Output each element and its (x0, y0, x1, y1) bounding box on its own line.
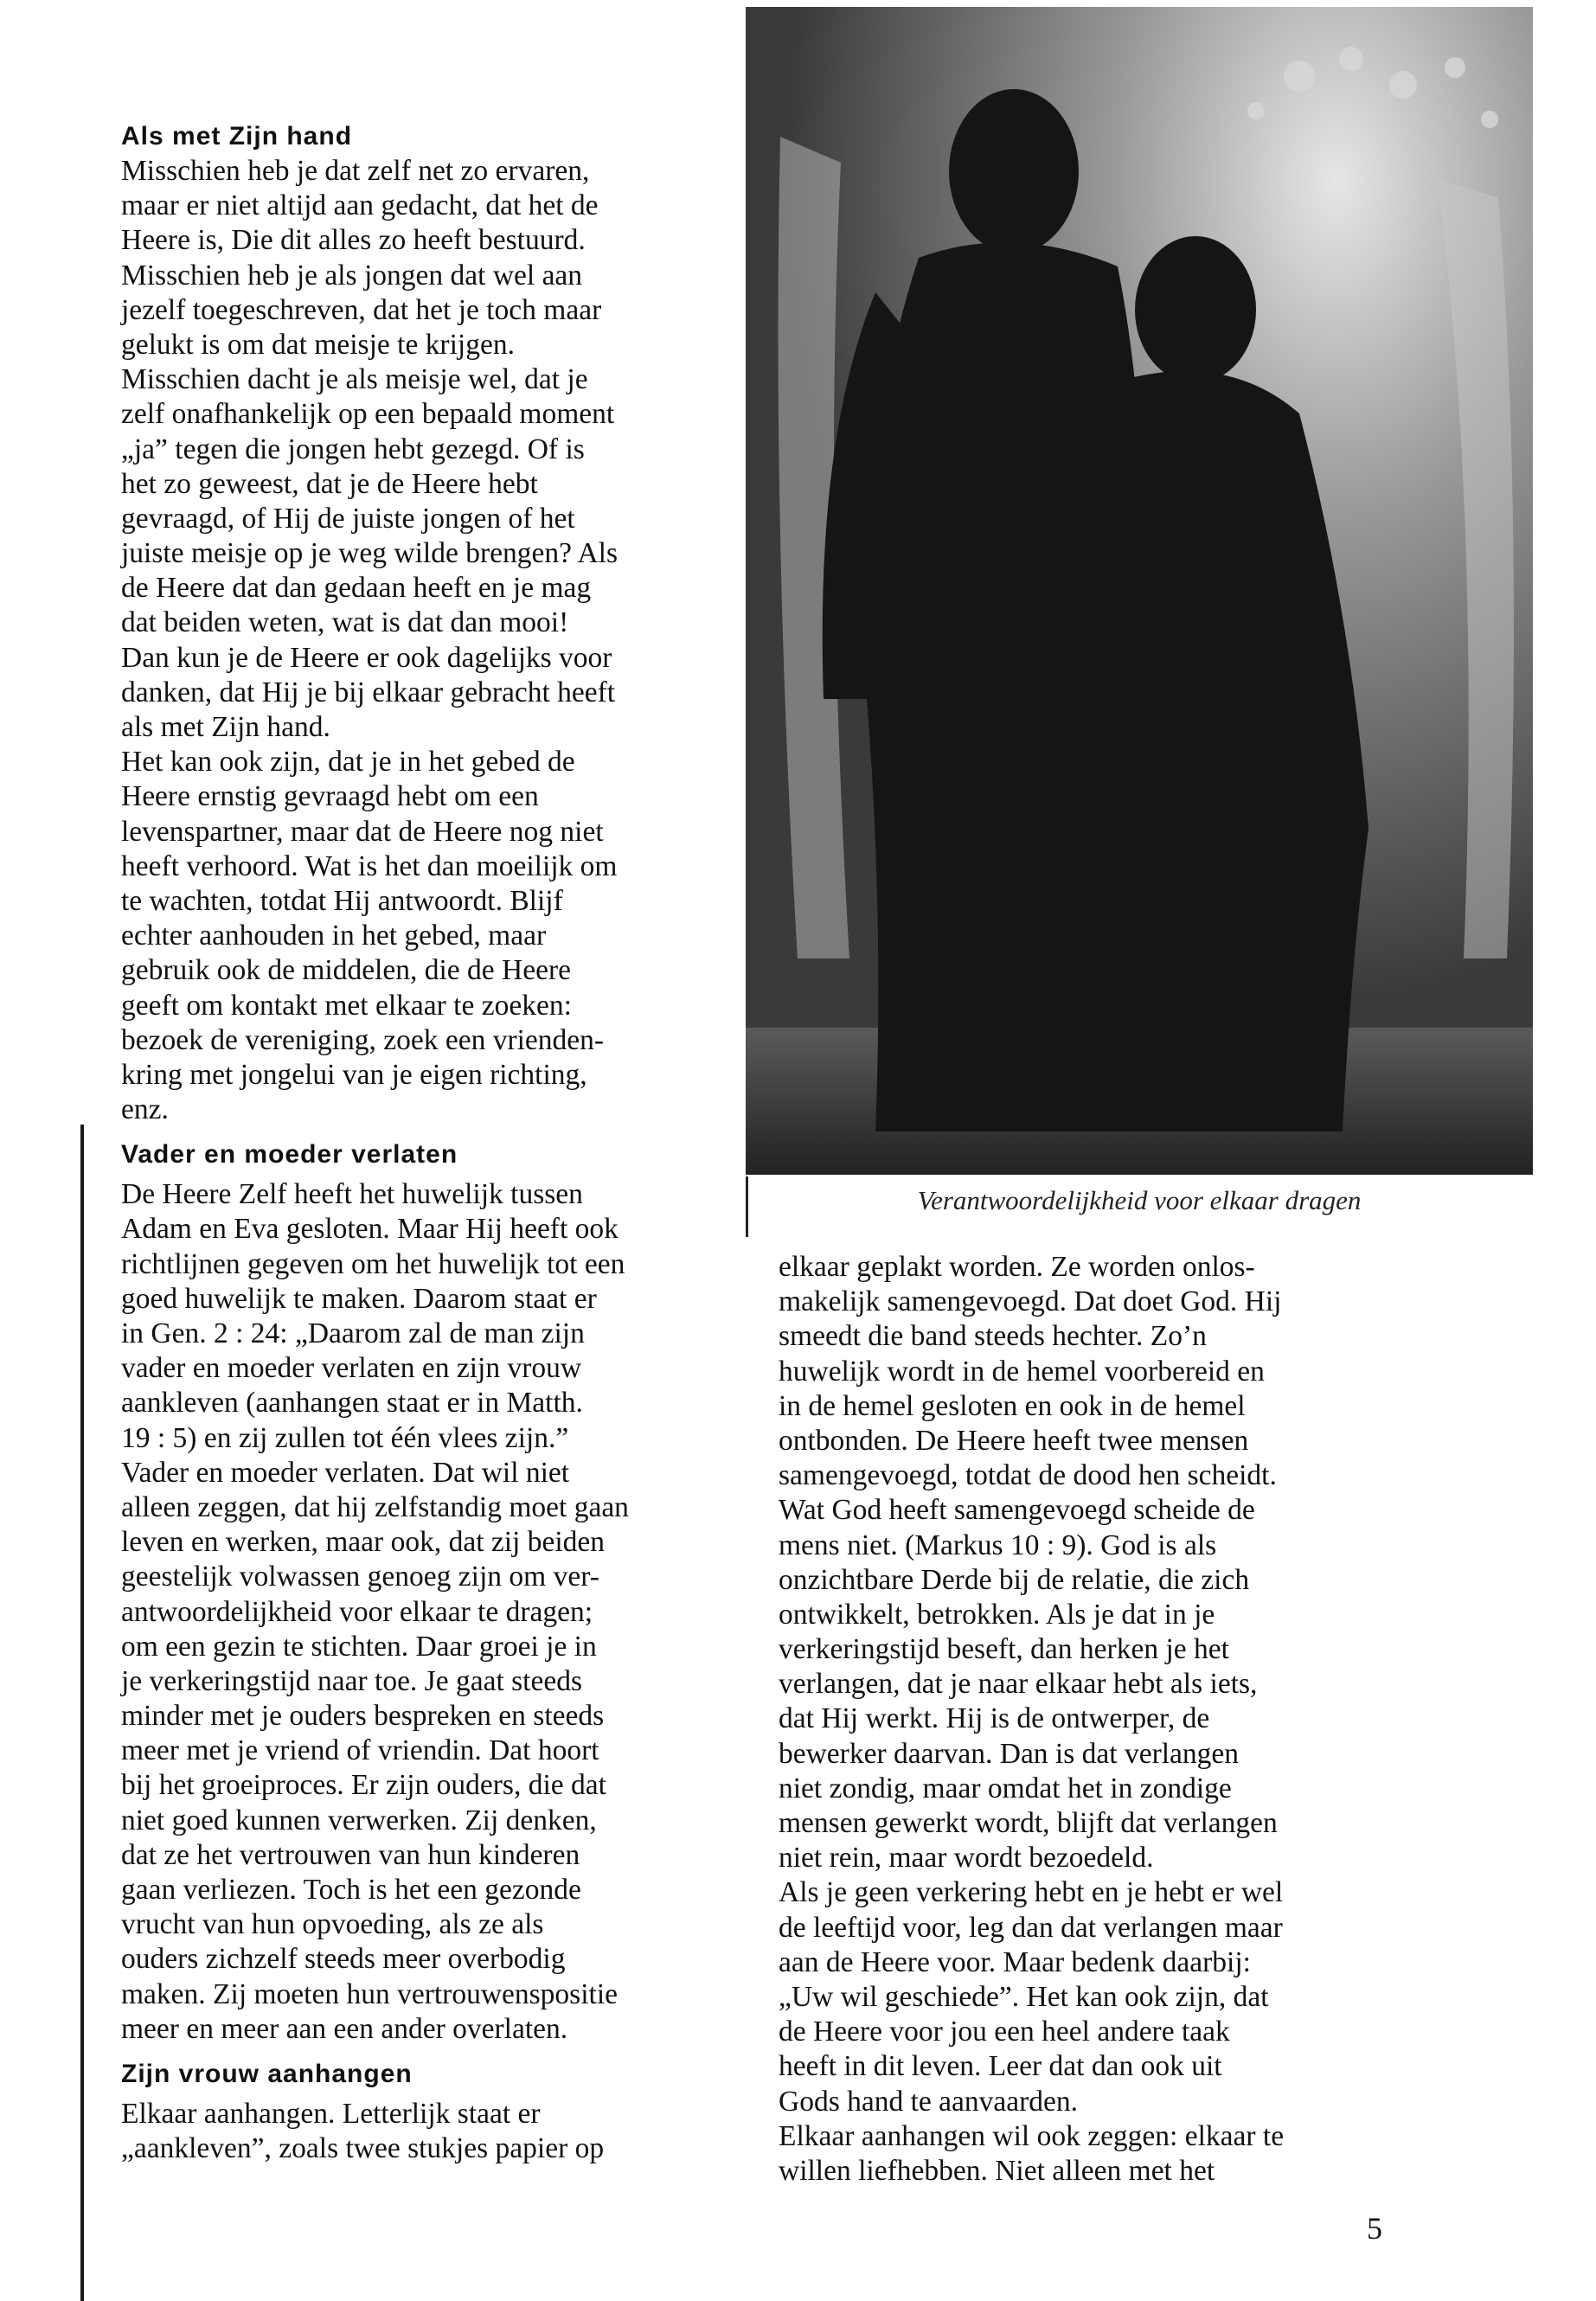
text-line: Wat God heeft samengevoegd scheide de (779, 1494, 1255, 1527)
page-number: 5 (1367, 2211, 1382, 2246)
left-column (121, 119, 753, 2166)
text-line: verkeringstijd beseft, dan herken je het (779, 1633, 1229, 1666)
text-line: smeedt die band steeds hechter. Zo’n (779, 1320, 1207, 1353)
text-line: verlangen, dat je naar elkaar hebt als iets, (779, 1668, 1258, 1701)
text-line: Het kan ook zijn, dat je in het gebed de (121, 746, 575, 779)
photo-caption: Verantwoordelijkheid voor elkaar dragen (917, 1185, 1362, 1215)
text-line: samengevoegd, totdat de dood hen scheidt. (779, 1459, 1277, 1492)
text-line: alleen zeggen, dat hij zelfstandig moet gaan (121, 1490, 629, 1523)
text-line: aankleven (aanhangen staat er in Matth. (121, 1387, 583, 1420)
text-line: Elkaar aanhangen wil ook zeggen: elkaar te (779, 2119, 1285, 2152)
text-line: gebruik ook de middelen, die de Heere (121, 954, 571, 987)
couple-silhouette-illustration (746, 7, 1533, 1175)
section-heading: Zijn vrouw aanhangen (121, 2059, 413, 2088)
text-line: Misschien dacht je als meisje wel, dat je (121, 363, 588, 396)
section-body-2 (121, 1177, 753, 2047)
text-line: elkaar geplakt worden. Ze worden onlos- (779, 1251, 1255, 1283)
text-line: geeft om kontakt met elkaar te zoeken: (121, 989, 572, 1022)
text-line: Gods hand te aanvaarden. (779, 2085, 1079, 2118)
text-line: „Uw wil geschiede”. Het kan ook zijn, dat (779, 1980, 1269, 2013)
text-line: meer met je vriend of vriendin. Dat hoort (121, 1734, 599, 1767)
text-line: willen liefhebben. Niet alleen met het (779, 2154, 1215, 2187)
right-column (779, 1250, 1401, 2189)
text-line: juiste meisje op je weg wilde brengen? Als (121, 537, 619, 570)
text-line: danken, dat Hij je bij elkaar gebracht heeft (121, 676, 616, 708)
text-line: de Heere dat dan gedaan heeft en je mag (121, 572, 592, 605)
text-line: meer en meer aan een ander overlaten. (121, 2012, 568, 2045)
text-line: echter aanhouden in het gebed, maar (121, 920, 547, 952)
text-line: Heere is, Die dit alles zo heeft bestuurd. (121, 224, 586, 257)
text-line: de leeftijd voor, leg dan dat verlangen maar (779, 1911, 1283, 1944)
text-line: bewerker daarvan. Dan is dat verlangen (779, 1737, 1240, 1770)
section-body-3 (121, 2097, 753, 2166)
text-line: vader en moeder verlaten en zijn vrouw (121, 1352, 582, 1385)
text-line: „aankleven”, zoals twee stukjes papier op (121, 2132, 605, 2165)
text-line: om een gezin te stichten. Daar groei je in (121, 1630, 597, 1663)
text-line: te wachten, totdat Hij antwoordt. Blijf (121, 884, 563, 917)
text-line: goed huwelijk te maken. Daarom staat er (121, 1282, 597, 1315)
couple-photo (746, 7, 1533, 1175)
text-line: gevraagd, of Hij de juiste jongen of het (121, 502, 575, 535)
text-line: heeft in dit leven. Leer dat dan ook uit (779, 2050, 1222, 2083)
text-line: de Heere voor jou een heel andere taak (779, 2016, 1230, 2048)
text-line: Elkaar aanhangen. Letterlijk staat er (121, 2097, 541, 2130)
section-heading: Vader en moeder verlaten (121, 1140, 458, 1170)
text-line: geestelijk volwassen genoeg zijn om ver- (121, 1561, 599, 1593)
text-line: het zo geweest, dat je de Heere hebt (121, 467, 538, 500)
text-line: minder met je ouders bespreken en steeds (121, 1700, 605, 1733)
text-line: Heere ernstig gevraagd hebt om een (121, 780, 539, 813)
text-line: Vader en moeder verlaten. Dat wil niet (121, 1456, 570, 1489)
text-line: Als je geen verkering hebt en je hebt er wel (779, 1876, 1284, 1909)
text-line: dat Hij werkt. Hij is de ontwerper, de (779, 1702, 1210, 1735)
text-line: zelf onafhankelijk op een bepaald moment (121, 398, 615, 431)
text-line: huwelijk wordt in de hemel voorbereid en (779, 1355, 1265, 1388)
text-line: jezelf toegeschreven, dat het je toch maar (121, 293, 602, 326)
text-line: ontwikkelt, betrokken. Als je dat in je (779, 1598, 1215, 1631)
section-heading: Als met Zijn hand (121, 122, 353, 151)
text-line: kring met jongelui van je eigen richting, (121, 1058, 587, 1091)
text-line: maken. Zij moeten hun vertrouwenspositie (121, 1977, 619, 2010)
text-line: ontbonden. De Heere heeft twee mensen (779, 1424, 1249, 1457)
text-line: Dan kun je de Heere er ook dagelijks voor (121, 641, 612, 674)
text-line: antwoordelijkheid voor elkaar te dragen; (121, 1595, 593, 1628)
text-line: als met Zijn hand. (121, 711, 330, 743)
text-line: Misschien heb je dat zelf net zo ervaren, (121, 155, 590, 187)
text-line: leven en werken, maar ook, dat zij beiden (121, 1526, 606, 1559)
text-line: bezoek de vereniging, zoek een vrienden- (121, 1023, 605, 1056)
text-line: heeft verhoord. Wat is het dan moeilijk om (121, 849, 618, 882)
text-line: je verkeringstijd naar toe. Je gaat steeds (121, 1664, 583, 1697)
text-line: Misschien heb je als jongen dat wel aan (121, 259, 583, 292)
text-line: gaan verliezen. Toch is het een gezonde (121, 1874, 581, 1906)
text-line: ouders zichzelf steeds meer overbodig (121, 1943, 566, 1976)
text-line: dat ze het vertrouwen van hun kinderen (121, 1838, 580, 1871)
text-line: niet zondig, maar omdat het in zondige (779, 1772, 1232, 1804)
text-line: „ja” tegen die jongen hebt gezegd. Of is (121, 433, 585, 465)
text-line: dat beiden weten, wat is dat dan mooi! (121, 606, 569, 639)
text-line: vrucht van hun opvoeding, als ze als (121, 1908, 544, 1941)
text-line: maar er niet altijd aan gedacht, dat het de (121, 189, 599, 222)
text-line: richtlijnen gegeven om het huwelijk tot een (121, 1247, 625, 1280)
text-line: Adam en Eva gesloten. Maar Hij heeft ook (121, 1213, 619, 1246)
text-line: in de hemel gesloten en ook in de hemel (779, 1389, 1246, 1422)
text-line: enz. (121, 1093, 169, 1126)
text-line: makelijk samengevoegd. Dat doet God. Hij (779, 1285, 1282, 1318)
text-line: gelukt is om dat meisje te krijgen. (121, 328, 515, 361)
text-line: in Gen. 2 : 24: „Daarom zal de man zijn (121, 1317, 585, 1349)
section-body-1 (121, 154, 753, 1127)
text-line: mens niet. (Markus 10 : 9). God is als (779, 1529, 1217, 1561)
text-line: De Heere Zelf heeft het huwelijk tussen (121, 1178, 583, 1211)
text-line: levenspartner, maar dat de Heere nog niet (121, 815, 604, 848)
text-line: niet goed kunnen verwerken. Zij denken, (121, 1804, 597, 1836)
text-line: aan de Heere voor. Maar bedenk daarbij: (779, 1945, 1251, 1978)
text-line: niet rein, maar wordt bezoedeld. (779, 1842, 1154, 1875)
text-line: onzichtbare Derde bij de relatie, die zich (779, 1563, 1250, 1596)
text-line: bij het groeiproces. Er zijn ouders, die dat (121, 1769, 606, 1802)
margin-rule (80, 1125, 84, 2301)
text-line: mensen gewerkt wordt, blijft dat verlangen (779, 1807, 1278, 1839)
text-line: 19 : 5) en zij zullen tot één vlees zijn.” (121, 1421, 569, 1454)
